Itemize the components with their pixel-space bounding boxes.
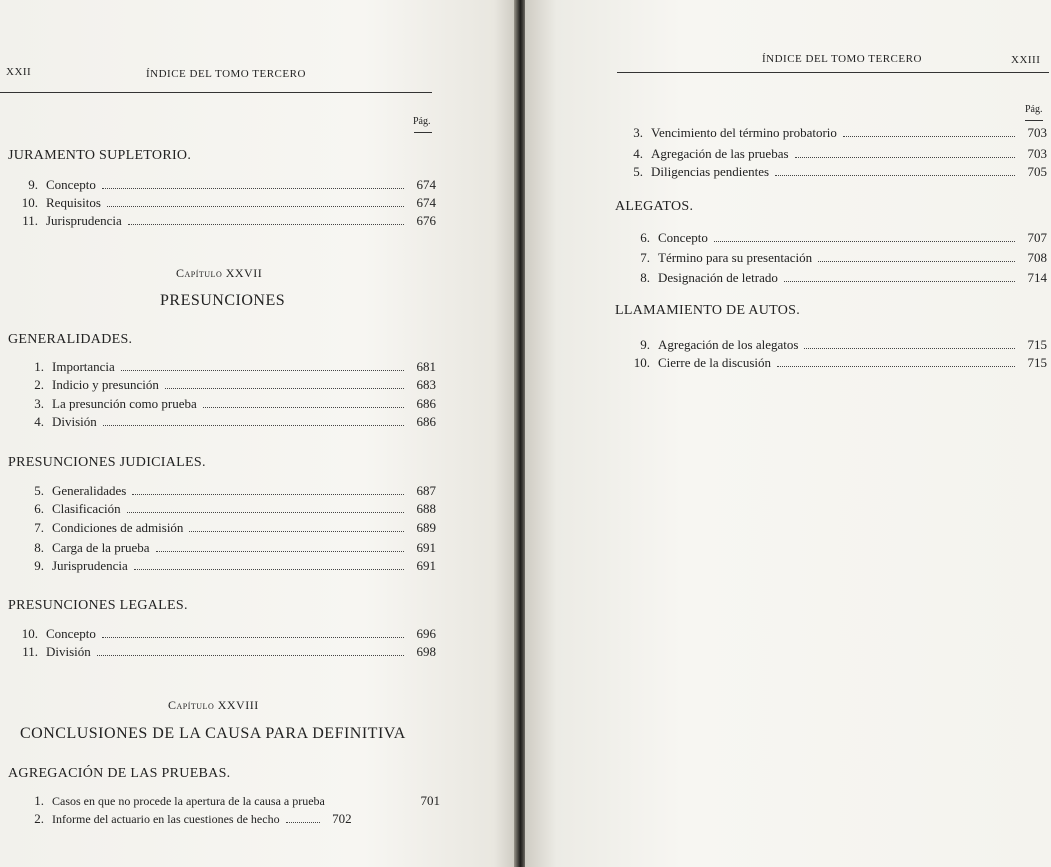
entry-number: 9. bbox=[28, 177, 38, 192]
leader-dots bbox=[102, 187, 404, 189]
page-number: XXIII bbox=[1011, 54, 1041, 66]
entry-number: 11. bbox=[22, 213, 38, 228]
entry-text: Concepto bbox=[46, 177, 96, 192]
entry-number: 2. bbox=[34, 377, 44, 392]
leader-dots bbox=[103, 424, 404, 426]
toc-entry[interactable] bbox=[620, 355, 1047, 373]
entry-text: División bbox=[46, 644, 91, 659]
toc-entry[interactable] bbox=[14, 396, 436, 414]
entry-page: 691 bbox=[416, 540, 436, 555]
toc-entry[interactable] bbox=[8, 177, 436, 195]
section-title-judiciales: PRESUNCIONES JUDICIALES. bbox=[8, 455, 206, 470]
leader-dots bbox=[843, 135, 1015, 137]
leader-dots bbox=[795, 156, 1015, 158]
entry-text: Informe del actuario en las cuestiones de hecho bbox=[52, 812, 280, 826]
entry-text: Término para su presentación bbox=[658, 250, 813, 265]
leader-dots bbox=[156, 550, 404, 552]
entry-page: 683 bbox=[416, 377, 436, 392]
toc-entry[interactable] bbox=[14, 811, 440, 829]
toc-entry[interactable] bbox=[620, 250, 1047, 268]
entry-page: 688 bbox=[416, 501, 436, 516]
entry-text: Carga de la prueba bbox=[52, 540, 150, 555]
entry-page: 703 bbox=[1027, 125, 1047, 140]
toc-entry[interactable] bbox=[8, 195, 436, 213]
entry-text: Requisitos bbox=[46, 195, 101, 210]
toc-entry[interactable] bbox=[620, 230, 1047, 248]
pag-label: Pág. bbox=[413, 116, 431, 127]
entry-page: 676 bbox=[416, 213, 436, 228]
entry-text: Concepto bbox=[46, 626, 96, 641]
leader-dots bbox=[775, 174, 1015, 176]
entry-text: Generalidades bbox=[52, 483, 127, 498]
entry-page: 703 bbox=[1027, 146, 1047, 161]
entry-page: 689 bbox=[416, 520, 436, 535]
entry-number: 8. bbox=[34, 540, 44, 555]
entry-page: 701 bbox=[420, 793, 440, 808]
entry-number: 9. bbox=[34, 558, 44, 573]
toc-entry[interactable] bbox=[14, 520, 436, 538]
entry-page: 691 bbox=[416, 558, 436, 573]
entry-text: Agregación de las pruebas bbox=[651, 146, 789, 161]
entry-page: 674 bbox=[416, 195, 436, 210]
entry-text: La presunción como prueba bbox=[52, 396, 197, 411]
section-title-legales: PRESUNCIONES LEGALES. bbox=[8, 598, 188, 613]
toc-entry[interactable] bbox=[620, 337, 1047, 355]
chapter-title: CONCLUSIONES DE LA CAUSA PARA DEFINITIVA bbox=[20, 725, 406, 742]
leader-dots bbox=[784, 280, 1015, 282]
section-title-juramento: JURAMENTO SUPLETORIO. bbox=[8, 148, 192, 163]
entry-number: 5. bbox=[34, 483, 44, 498]
entry-text: Designación de letrado bbox=[658, 270, 778, 285]
entry-number: 1. bbox=[34, 359, 44, 374]
toc-entry[interactable] bbox=[14, 483, 436, 501]
entry-page: 708 bbox=[1027, 250, 1047, 265]
running-title: ÍNDICE DEL TOMO TERCERO bbox=[762, 53, 922, 65]
leader-dots bbox=[107, 205, 404, 207]
entry-page: 707 bbox=[1027, 230, 1047, 245]
section-title-alegatos: ALEGATOS. bbox=[615, 199, 694, 214]
chapter-title: PRESUNCIONES bbox=[160, 292, 286, 309]
chapter-label: Capítulo XXVII bbox=[176, 266, 263, 280]
leader-dots bbox=[804, 347, 1015, 349]
entry-page: 696 bbox=[416, 626, 436, 641]
left-page bbox=[0, 0, 520, 867]
entry-page: 686 bbox=[416, 396, 436, 411]
entry-number: 6. bbox=[640, 230, 650, 245]
leader-dots bbox=[127, 511, 404, 513]
entry-text: Indicio y presunción bbox=[52, 377, 159, 392]
toc-entry[interactable] bbox=[14, 414, 436, 432]
leader-dots bbox=[189, 530, 404, 532]
leader-dots bbox=[165, 387, 404, 389]
entry-number: 10. bbox=[21, 626, 38, 641]
entry-number: 7. bbox=[34, 520, 44, 535]
entry-page: 714 bbox=[1027, 270, 1047, 285]
leader-dots bbox=[286, 821, 320, 823]
entry-text: Casos en que no procede la apertura de la causa a prueba bbox=[52, 794, 325, 808]
section-title-generalidades: GENERALIDADES. bbox=[8, 332, 133, 347]
entry-text: Concepto bbox=[658, 230, 708, 245]
entry-text: Agregación de los alegatos bbox=[658, 337, 799, 352]
entry-number: 1. bbox=[34, 793, 44, 808]
entry-page: 715 bbox=[1027, 355, 1047, 370]
toc-entry[interactable] bbox=[8, 213, 436, 231]
toc-entry[interactable] bbox=[8, 644, 436, 662]
leader-dots bbox=[203, 406, 404, 408]
header-rule bbox=[617, 72, 1049, 73]
entry-number: 8. bbox=[640, 270, 650, 285]
toc-entry[interactable] bbox=[14, 377, 436, 395]
entry-page: 715 bbox=[1027, 337, 1047, 352]
leader-dots bbox=[714, 240, 1015, 242]
entry-text: Cierre de la discusión bbox=[658, 355, 771, 370]
header-rule bbox=[0, 92, 432, 93]
entry-text: Clasificación bbox=[52, 501, 121, 516]
entry-number: 11. bbox=[22, 644, 38, 659]
toc-entry[interactable] bbox=[14, 793, 440, 811]
toc-entry[interactable] bbox=[613, 164, 1047, 182]
pag-label: Pág. bbox=[1025, 104, 1043, 115]
entry-number: 7. bbox=[640, 250, 650, 265]
leader-dots bbox=[134, 568, 404, 570]
pag-rule bbox=[1025, 120, 1043, 121]
page-number: XXII bbox=[6, 66, 32, 78]
toc-entry[interactable] bbox=[8, 626, 436, 644]
entry-number: 3. bbox=[34, 396, 44, 411]
section-title-agregacion: AGREGACIÓN DE LAS PRUEBAS. bbox=[8, 766, 231, 781]
leader-dots bbox=[102, 636, 404, 638]
chapter-label: Capítulo XXVIII bbox=[168, 698, 259, 712]
toc-entry[interactable] bbox=[620, 270, 1047, 288]
entry-text: División bbox=[52, 414, 97, 429]
entry-page: 702 bbox=[332, 811, 352, 826]
entry-text: Importancia bbox=[52, 359, 115, 374]
leader-dots bbox=[132, 493, 404, 495]
leader-dots bbox=[329, 804, 410, 805]
entry-text: Jurisprudencia bbox=[46, 213, 122, 228]
leader-dots bbox=[128, 223, 404, 225]
entry-text: Vencimiento del término probatorio bbox=[651, 125, 837, 140]
entry-page: 687 bbox=[416, 483, 436, 498]
entry-page: 698 bbox=[416, 644, 436, 659]
toc-entry[interactable] bbox=[14, 558, 436, 576]
entry-page: 674 bbox=[416, 177, 436, 192]
pag-rule bbox=[414, 132, 432, 133]
toc-entry[interactable] bbox=[613, 125, 1047, 143]
toc-entry[interactable] bbox=[14, 540, 436, 558]
running-title: ÍNDICE DEL TOMO TERCERO bbox=[146, 68, 306, 80]
entry-page: 705 bbox=[1027, 164, 1047, 179]
entry-number: 9. bbox=[640, 337, 650, 352]
entry-number: 10. bbox=[633, 355, 650, 370]
entry-number: 4. bbox=[633, 146, 643, 161]
right-page bbox=[525, 0, 1051, 867]
entry-text: Condiciones de admisión bbox=[52, 520, 184, 535]
entry-number: 10. bbox=[21, 195, 38, 210]
leader-dots bbox=[121, 369, 404, 371]
section-title-llamamiento: LLAMAMIENTO DE AUTOS. bbox=[615, 303, 801, 318]
toc-entry[interactable] bbox=[613, 146, 1047, 164]
entry-number: 5. bbox=[633, 164, 643, 179]
entry-page: 681 bbox=[416, 359, 436, 374]
leader-dots bbox=[97, 654, 404, 656]
leader-dots bbox=[777, 365, 1015, 367]
entry-number: 4. bbox=[34, 414, 44, 429]
entry-number: 3. bbox=[633, 125, 643, 140]
entry-number: 6. bbox=[34, 501, 44, 516]
toc-entry[interactable] bbox=[14, 359, 436, 377]
entry-number: 2. bbox=[34, 811, 44, 826]
entry-text: Diligencias pendientes bbox=[651, 164, 770, 179]
leader-dots bbox=[818, 260, 1015, 262]
entry-text: Jurisprudencia bbox=[52, 558, 128, 573]
entry-page: 686 bbox=[416, 414, 436, 429]
toc-entry[interactable] bbox=[14, 501, 436, 519]
